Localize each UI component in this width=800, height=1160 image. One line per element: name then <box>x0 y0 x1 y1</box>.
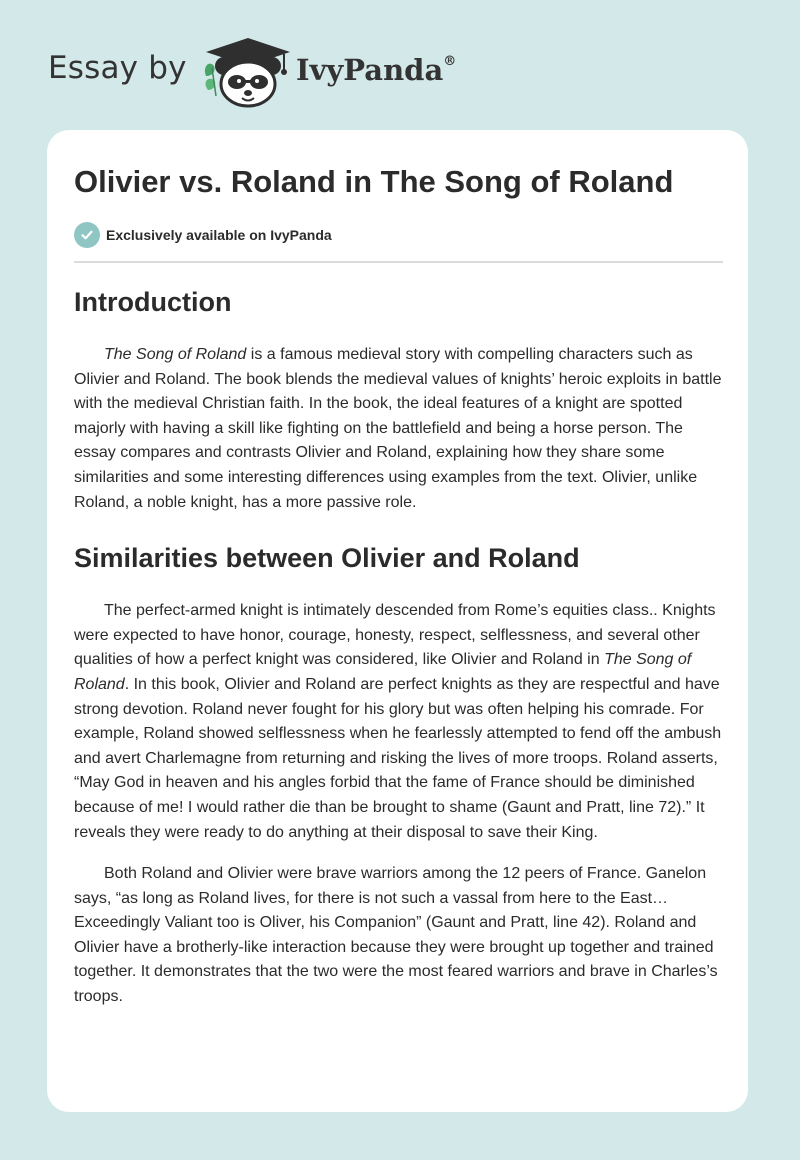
panda-graduate-logo-icon[interactable] <box>202 36 294 108</box>
section-heading-similarities: Similarities between Olivier and Roland <box>74 543 580 574</box>
check-circle-icon <box>74 222 100 248</box>
brand-name[interactable]: IvyPanda® <box>296 53 457 87</box>
essay-body <box>74 282 729 1010</box>
exclusive-badge <box>74 222 332 248</box>
section-heading-introduction: Introduction <box>74 287 232 317</box>
title-divider <box>74 261 723 263</box>
site-header <box>0 0 800 130</box>
paragraph: The Song of Roland is a famous medieval story with compelling characters such as Olivier and Roland. The book blends the medieval values of knights’ heroic exploits in battle with the medieval Christian faith. In the book, the ideal features of a knight are spotted majorly with having a skill like fighting on the battlefield and being a horse person. The essay compares and contrasts Olivier and Roland, explaining how they share some similarities and some interesting differences using examples from the text. Olivier, unlike Roland, a noble knight, has a more passive role. <box>74 346 722 511</box>
exclusive-badge-text: Exclusively available on IvyPanda <box>106 227 332 243</box>
paragraph: Both Roland and Olivier were brave warriors among the 12 peers of France. Ganelon says, “as long as Roland lives, for there is not such a vassal from here to the East… Exceedingly Valiant too is Oliver, his Companion” (Gaunt and Pratt, line 42). Roland and Olivier have a brotherly-like interaction because they were brought up together and trained together. It demonstrates that the two were the most feared warriors and brave in Charles’s troops. <box>74 865 718 1006</box>
paragraph: The perfect-armed knight is intimately descended from Rome’s equities class.. Knights were expected to have honor, courage, honesty, respect, selflessness, and several other qualities of how a perfect knight was considered, like Olivier and Roland in The Song of Roland. In this book, Olivier and Roland are perfect knights as they are respectful and have strong devotion. Roland never fought for his glory but was often helping his comrade. For example, Roland showed selflessness when he fearlessly attempted to fend off the ambush and avert Charlemagne from returning and risking the lives of more troops. Roland asserts, “May God in heaven and his angles forbid that the fame of France should be diminished because of me! I would rather die than be brought to shame (Gaunt and Pratt, line 72).” It reveals they were ready to do anything at their disposal to save their King. <box>74 602 722 841</box>
essay-title: Olivier vs. Roland in The Song of Roland <box>74 164 674 199</box>
essay-card <box>47 130 748 1112</box>
brand-prefix: Essay by <box>48 50 187 86</box>
